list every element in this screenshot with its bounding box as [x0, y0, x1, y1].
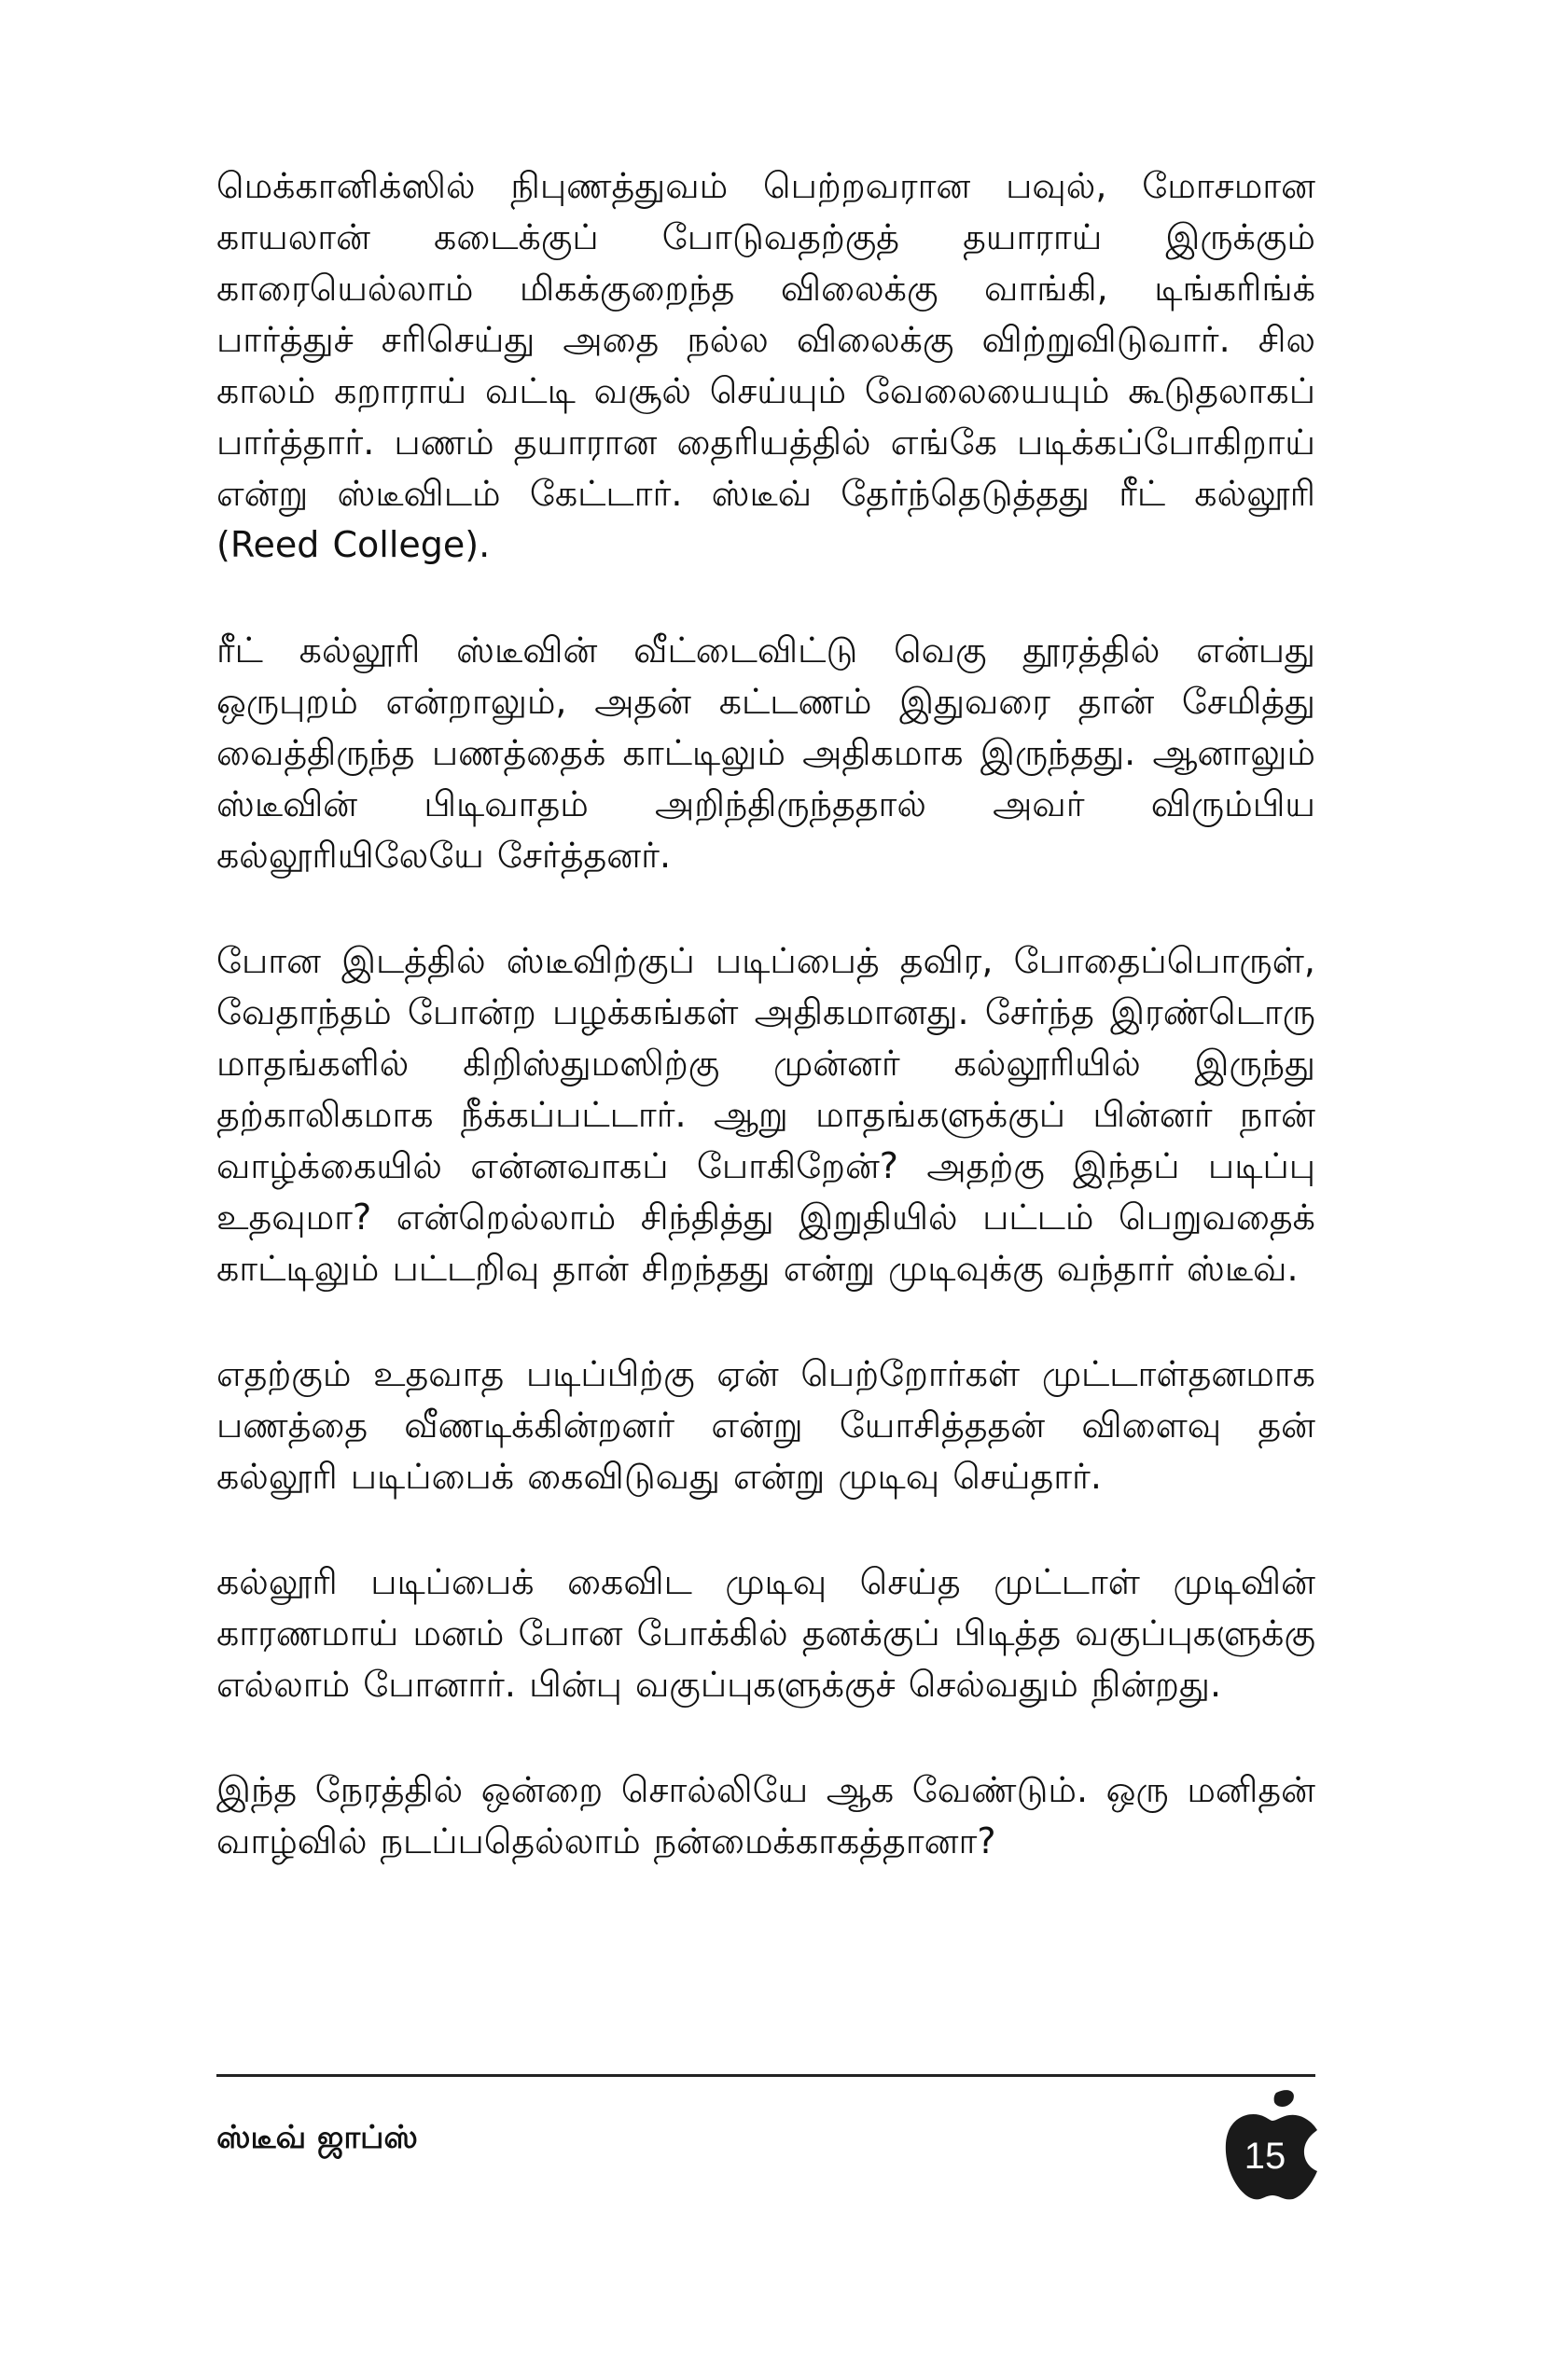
paragraph-4: எதற்கும் உதவாத படிப்பிற்கு ஏன் பெற்றோர்கள் முட்டாள்தனமாக பணத்தை வீணடிக்கின்றனர் என்று யோசித்ததன் விளைவு தன் கல்லூரி படிப்பைக் கைவிடுவது என்று முடிவு செய்தார். — [216, 1353, 1315, 1497]
paragraph-3: போன இடத்தில் ஸ்டீவிற்குப் படிப்பைத் தவிர, போதைப்பொருள், வேதாந்தம் போன்ற பழக்கங்கள் அதிகமானது. சேர்ந்த இரண்டொரு மாதங்களில் கிறிஸ்துமஸிற்கு முன்னர் கல்லூரியில் இருந்து தற்காலிகமாக நீக்கப்பட்டார். ஆறு மாதங்களுக்குப் பின்னர் நான் வாழ்க்கையில் என்னவாகப் போகிறேன்? அதற்கு இந்தப் படிப்பு உதவுமா? என்றெல்லாம் சிந்தித்து இறுதியில் பட்டம் பெறுவதைக் காட்டிலும் பட்டறிவு தான் சிறந்தது என்று முடிவுக்கு வந்தார் ஸ்டீவ். — [216, 940, 1315, 1289]
page-number: 15 — [1244, 2136, 1286, 2177]
body-text — [216, 160, 1315, 1921]
running-footer-title: ஸ்டீவ் ஜாப்ஸ் — [216, 2119, 418, 2156]
footer-divider — [216, 2074, 1315, 2077]
paragraph-1: மெக்கானிக்ஸில் நிபுணத்துவம் பெற்றவரான பவுல், மோசமான காயலான் கடைக்குப் போடுவதற்குத் தயாராய் இருக்கும் காரையெல்லாம் மிகக்குறைந்த விலைக்கு வாங்கி, டிங்கரிங்க் பார்த்துச் சரிசெய்து அதை நல்ல விலைக்கு விற்றுவிடுவார். சில காலம் கறாராய் வட்டி வசூல் செய்யும் வேலையையும் கூடுதலாகப் பார்த்தார். பணம் தயாரான தைரியத்தில் எங்கே படிக்கப்போகிறாய் என்று ஸ்டீவிடம் கேட்டார். ஸ்டீவ் தேர்ந்தெடுத்தது ரீட் கல்லூரி (Reed College). — [216, 165, 1315, 565]
paragraph-6: இந்த நேரத்தில் ஒன்றை சொல்லியே ஆக வேண்டும். ஒரு மனிதன் வாழ்வில் நடப்பதெல்லாம் நன்மைக்காகத்தானா? — [216, 1769, 1315, 1861]
paragraph-5: கல்லூரி படிப்பைக் கைவிட முடிவு செய்த முட்டாள் முடிவின் காரணமாய் மனம் போன போக்கில் தனக்குப் பிடித்த வகுப்புகளுக்கு எல்லாம் போனார். பின்பு வகுப்புகளுக்குச் செல்வதும் நின்றது. — [216, 1561, 1315, 1705]
page-number-badge — [1222, 2085, 1325, 2207]
paragraph-2: ரீட் கல்லூரி ஸ்டீவின் வீட்டைவிட்டு வெகு தூரத்தில் என்பது ஒருபுறம் என்றாலும், அதன் கட்டணம் இதுவரை தான் சேமித்து வைத்திருந்த பணத்தைக் காட்டிலும் அதிகமாக இருந்தது. ஆனாலும் ஸ்டீவின் பிடிவாதம் அறிந்திருந்ததால் அவர் விரும்பிய கல்லூரியிலேயே சேர்த்தனர். — [216, 630, 1315, 876]
